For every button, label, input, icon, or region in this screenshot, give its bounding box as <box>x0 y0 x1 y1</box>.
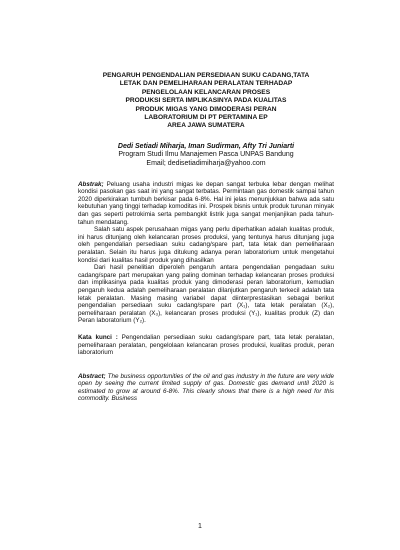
title-line: AREA JAWA SUMATERA <box>167 122 245 130</box>
author-block <box>78 143 334 169</box>
paper-title <box>78 72 334 131</box>
abstract-en-text: The business opportunities of the oil and gas industry in the future are very wide open by seeing the current limited supply of gas. Domestic gas demand until 2020 is estimated to grow at around 6-8%. This clearly shows that there is a high need for this commodity. Business <box>78 372 334 403</box>
title-line: PRODUK MIGAS YANG DIMODERASI PERAN <box>135 105 277 113</box>
title-line: LABORATORIUM DI PT PERTAMINA EP <box>144 114 268 122</box>
keywords-text: Pengendalian persediaan suku cadang/spare part, tata letak peralatan, pemeliharaan peralatan, pengelolaan kelancaran proses produksi, kualitas produk, peran laboratorium <box>78 333 334 357</box>
abstract-label: Abstrak; <box>78 180 104 188</box>
keywords-label: Kata kunci : <box>78 333 118 341</box>
abstract-paragraph <box>78 181 334 227</box>
title-line: PENGELOLAAN KELANCARAN PROSES <box>141 88 271 96</box>
keywords <box>78 334 334 357</box>
title-line: LETAK DAN PEMELIHARAAN PERALATAN TERHADAP <box>119 80 293 88</box>
author-names: Dedi Setiadi Miharja, Iman Sudirman, Afty Tri Juniarti <box>117 142 295 150</box>
abstract-paragraph: Dari hasil penelitian diperoleh pengaruh antara pengendalian pengadaan suku cadang/spare part merupakan yang paling dominan terhadap kelancaran proses produksi dan implikasinya pada kualitas produk yang dimoderasi peran laboratorium, kemudian pengaruh kedua adalah pemeliharaan peralatan dilanjutkan pengaruh terkecil adalah tata letak peralatan. Masing masing variabel dapat diinterprestasikan sebagai berikut pengendalian persediaan suku cadang/spare part (X₁), tata letak peralatan (X₂), pemeliharaan peralatan (X₃), kelancaran proses produksi (Y₁), kualitas produk (Z) dan Peran laboratorium (Y₂). <box>78 264 334 325</box>
title-line: PENGARUH PENGENDALIAN PERSEDIAAN SUKU CADANG,TATA <box>102 72 310 79</box>
title-line: PRODUKSI SERTA IMPLIKASINYA PADA KUALITAS <box>125 97 287 105</box>
paper-page <box>78 72 334 403</box>
abstract-paragraph: Salah satu aspek perusahaan migas yang perlu diperhatikan adalah kualitas produk, ini harus ditunjang oleh kelancaran proses produksi, yang tentunya harus ditunjang juga oleh pengendalian persediaan suku cadang/spare part, tata letak dan pemeliharaan peralatan. Selain itu harus juga ditukung adanya peran laboratorium untuk mengetahui kondisi dari kualitas hasil produk yang dihasilkan <box>78 226 334 264</box>
abstract-text: Peluang usaha industri migas ke depan sangat terbuka lebar dengan melihat kondisi pasokan gas saat ini yang sangat terbatas. Permintaan gas domestik sampai tahun 2020 diperkirakan tumbuh berkisar pada 6-8%. Hal ini jelas menunjukkan bahwa ada satu kebutuhan yang tinggi terhadap komoditas ini. Prospek bisnis untuk produk turunan minyak dan gas seperti petrokimia serta pembangkit listrik juga sangat menjanjikan pada tahun-tahun mendatang. <box>78 180 334 226</box>
abstract-en-label: Abstract; <box>78 372 106 380</box>
author-affiliation: Program Studi Ilmu Manajemen Pasca UNPAS Bandung <box>118 151 294 159</box>
page-number: 1 <box>198 523 202 530</box>
abstract-english <box>78 373 334 403</box>
author-email: Email; dedisetiadimiharja@yahoo.com <box>146 160 266 168</box>
abstract-indonesian <box>78 181 334 325</box>
